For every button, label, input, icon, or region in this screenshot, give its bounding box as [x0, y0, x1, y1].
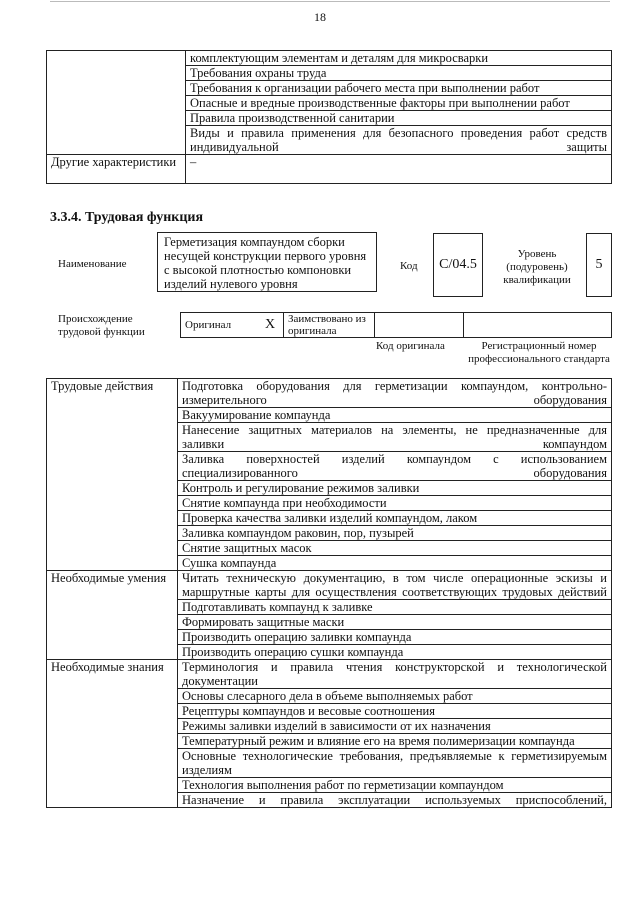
list-item: Вакуумирование компаунда [178, 408, 612, 423]
list-item: Заливка компаундом раковин, пор, пузырей [178, 526, 612, 541]
table-row [47, 660, 612, 689]
list-item: Производить операцию заливки компаунда [178, 630, 612, 645]
labor-function-table [46, 378, 612, 808]
list-item: Технология выполнения работ по герметизации компаундом [178, 778, 612, 793]
list-item: Подготавливать компаунд к заливке [178, 600, 612, 615]
list-item: Заливка поверхностей изделий компаундом с использованием специализированного оборудования [178, 452, 612, 481]
list-item: Основные технологические требования, предъявляемые к герметизируемым изделиям [178, 749, 612, 778]
list-item: Контроль и регулирование режимов заливки [178, 481, 612, 496]
top-edge-line [50, 1, 610, 2]
borrowed-label: Заимствовано из оригинала [284, 313, 375, 338]
knowledge-item: Правила производственной санитарии [186, 111, 612, 126]
function-name-box: Герметизация компаундом сборки несущей конструкции первого уровня с высокой плотностью компоновки изделий нулевого уровня [157, 232, 377, 292]
table-row [47, 51, 612, 66]
other-characteristics-value: – [186, 155, 612, 184]
other-characteristics-label: Другие характеристики [47, 155, 186, 184]
list-item: Температурный режим и влияние его на время полимеризации компаунда [178, 734, 612, 749]
code-label: Код [400, 260, 418, 272]
original-label: Оригинал [181, 313, 258, 338]
list-item: Нанесение защитных материалов на элементы, не предназначенные для заливки компаундом [178, 423, 612, 452]
continuation-table [46, 50, 612, 184]
list-item: Рецептуры компаундов и весовые соотношения [178, 704, 612, 719]
table-row [47, 155, 612, 184]
table-row [181, 313, 612, 338]
list-item: Режимы заливки изделий в зависимости от их назначения [178, 719, 612, 734]
section-title: 3.3.4. Трудовая функция [50, 210, 204, 225]
function-code-value: C/04.5 [439, 257, 477, 272]
group-label-knowledge: Необходимые знания [47, 660, 178, 808]
table-row [47, 571, 612, 600]
list-item: Снятие компаунда при необходимости [178, 496, 612, 511]
knowledge-item: Опасные и вредные производственные факторы при выполнении работ [186, 96, 612, 111]
knowledge-item: комплектующим элементам и деталям для микросварки [186, 51, 612, 66]
list-item: Снятие защитных масок [178, 541, 612, 556]
page-number: 18 [314, 10, 326, 24]
code-original-caption: Код оригинала [376, 340, 445, 352]
knowledge-item: Требования охраны труда [186, 66, 612, 81]
function-code-box [433, 233, 483, 297]
original-mark: X [257, 313, 284, 338]
level-value: 5 [595, 257, 603, 272]
list-item: Основы слесарного дела в объеме выполняемых работ [178, 689, 612, 704]
group-label-skills: Необходимые умения [47, 571, 178, 660]
knowledge-item: Виды и правила применения для безопасного проведения работ средств индивидуальной защиты [186, 126, 612, 155]
group-label-actions: Трудовые действия [47, 379, 178, 571]
origin-label: Происхождение трудовой функции [58, 313, 145, 338]
name-label: Наименование [58, 258, 127, 270]
list-item: Формировать защитные маски [178, 615, 612, 630]
list-item: Терминология и правила чтения конструкторской и технологической документации [178, 660, 612, 689]
level-label: Уровень (подуровень) квалификации [503, 248, 571, 286]
list-item: Назначение и правила эксплуатации используемых приспособлений, [178, 793, 612, 808]
reg-number-caption: Регистрационный номер профессионального стандарта [468, 340, 610, 365]
knowledge-item: Требования к организации рабочего места при выполнении работ [186, 81, 612, 96]
list-item: Проверка качества заливки изделий компаундом, лаком [178, 511, 612, 526]
list-item: Производить операцию сушки компаунда [178, 645, 612, 660]
origin-table [180, 312, 612, 338]
list-item: Читать техническую документацию, в том числе операционные эскизы и маршрутные карты для осуществления соответствующих трудовых действий [178, 571, 612, 600]
list-item: Подготовка оборудования для герметизации компаундом, контрольно-измерительного оборудования [178, 379, 612, 408]
list-item: Сушка компаунда [178, 556, 612, 571]
table-row [47, 379, 612, 408]
continuation-left-empty [47, 51, 186, 155]
code-original-cell [375, 313, 464, 338]
level-box [586, 233, 612, 297]
reg-number-cell [464, 313, 612, 338]
